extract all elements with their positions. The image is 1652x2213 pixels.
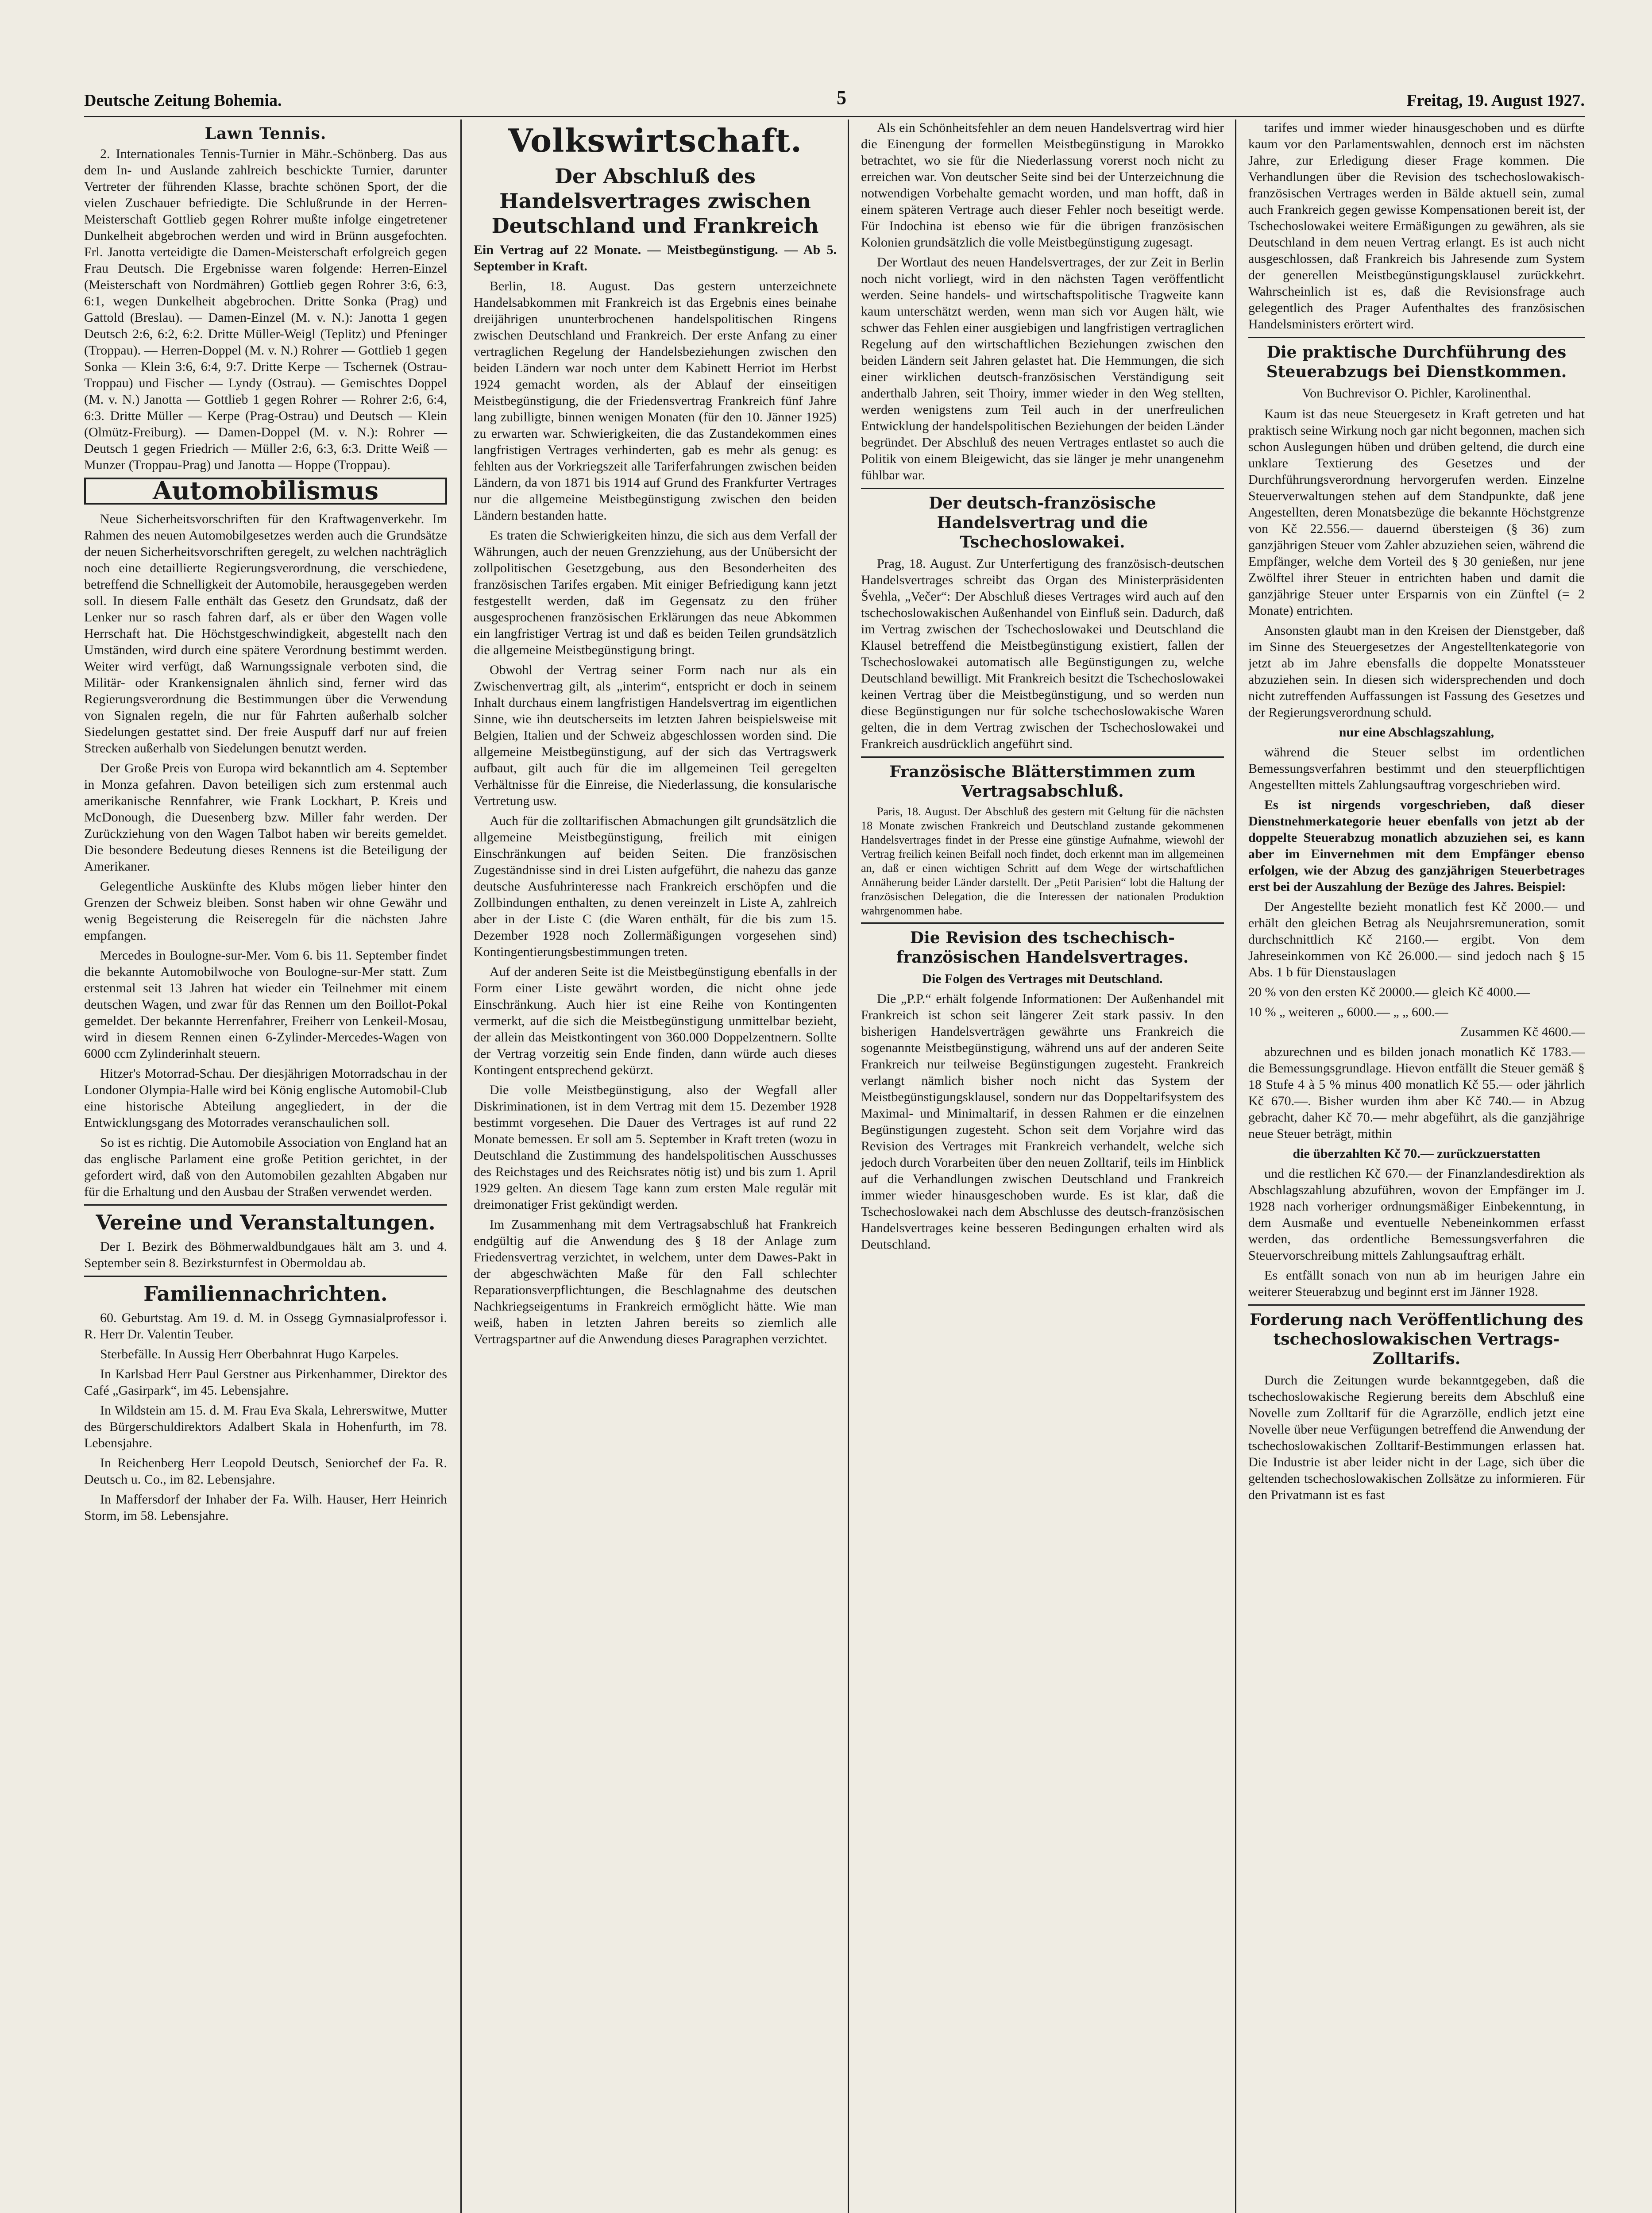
- vereine-article: Der I. Bezirk des Böhmerwaldbundgaues hält am 3. und 4. September sein 8. Bezirksturnfest in Obermoldau ab.: [84, 1239, 447, 1270]
- section-divider: [84, 1276, 447, 1277]
- auto-article-3: Gelegentliche Auskünfte des Klubs mögen lieber hinter den Grenzen der Schweiz bleiben. Sonst haben wir ohne Gewähr und wenig Begeisterung die Reiseregeln für die nächsten Jahre empfangen.: [84, 879, 447, 943]
- column-rule-1: [460, 120, 462, 2213]
- tax-calc-total: Zusammen Kč 4600.—: [1460, 1025, 1585, 1039]
- vereine-heading: Vereine und Veranstaltungen.: [96, 1211, 436, 1234]
- familie-item: In Wildstein am 15. d. M. Frau Eva Skala, Lehrerswitwe, Mutter des Bürgerschuldirektors Adalbert Skala in Hohenfurth, im 78. Lebensjahre.: [84, 1403, 447, 1450]
- handelsvertrag-continuation: Als ein Schönheitsfehler an dem neuen Handelsvertrag wird hier die Einengung der formellen Meistbegünstigung in Marokko betrachtet, wo sie für die Niederlassung vorerst noch nicht zu erreichen war. Von deutscher Seite sind bei der Unterzeichnung die notwendigen Vorbehalte gemacht worden, und man hofft, daß in einem späteren Vertrage auch dieser Fehler noch beseitigt werde. Für Indochina ist ebenso wie für die übrigen französischen Kolonien grundsätzlich die volle Meistbegünstigung zugesagt.: [861, 120, 1224, 250]
- column-rule-3: [1235, 120, 1236, 2213]
- section-divider: [1248, 1304, 1585, 1306]
- steuerabzug-byline: Von Buchrevisor O. Pichler, Karolinenthal.: [1302, 386, 1531, 401]
- tennis-heading: Lawn Tennis.: [205, 124, 327, 143]
- handelsvertrag-paragraph: Im Zusammenhang mit dem Vertragsabschluß hat Frankreich endgültig auf die Anwendung des § 18 der Anlage zum Friedensvertrag verzichtet, in welchem, unter dem Dawes-Pakt in der abgeschwächten Maße für den Fall schlechter Reparationsverpflichtungen, die Beschlagnahme des deutschen Nachkriegseigentums in Frankreich ermöglicht hätte. Wie man weiß, haben in letzten Jahren bereits so ziemlich alle Vertragspartner auf die Anwendung dieses Paragraphen verzichtet.: [474, 1217, 837, 1346]
- handelsvertrag-paragraph: Auch für die zolltarifischen Abmachungen gilt grundsätzlich die allgemeine Meistbegünstigung, freilich mit einigen Einschränkungen auf beiden Seiten. Die französischen Zugeständnisse sind in drei Listen aufgeführt, die nahezu das ganze deutsche Ausfuhrinteresse nach Frankreich erschöpfen und die Zollbindungen enthalten, zu denen vereinzelt in Liste A, zahlreich aber in der Liste C (die Waren enthält, für die bis zum 15. Dezember 1928 noch Zollermäßigungen vorgesehen sind) Kontingentierungsbestimmungen treten.: [474, 813, 837, 959]
- masthead: [84, 86, 1585, 117]
- revision-subhead: Die Folgen des Vertrages mit Deutschland.: [922, 972, 1163, 986]
- handelsvertrag-paragraph: Auf der anderen Seite ist die Meistbegünstigung ebenfalls in der Form einer Liste gewährt worden, die nicht ohne jede Einschränkung. Auch hier ist eine Reihe von Kontingenten vermerkt, auf die sich die Meistbegünstigung unmittelbar bezieht, der allein das Meistkontingent von 360.000 Doppelzentnern. Sollte der Vertrag vorzeitig sein Ende finden, dann würde auch dieses Kontingent entsprechend gekürzt.: [474, 964, 837, 1077]
- automobilismus-heading: Automobilismus: [84, 478, 447, 505]
- section-divider: [861, 756, 1224, 758]
- masthead-date: Freitag, 19. August 1927.: [1406, 91, 1585, 110]
- section-divider: [861, 922, 1224, 924]
- auto-article-6: So ist es richtig. Die Automobile Association von England hat an das englische Parlament eine große Petition gerichtet, in der gefordert wird, daß von den Automobilen gezahlten Abgaben nur für die Erhaltung und den Ausbau der Straßen verwendet werden.: [84, 1135, 447, 1199]
- tax-calc-row: 20 % von den ersten Kč 20000.— gleich Kč 4000.—: [1248, 985, 1530, 999]
- steuerabzug-paragraph: Ansonsten glaubt man in den Kreisen der Dienstgeber, daß im Sinne des Steuergesetzes der Angestelltenkategorie von jetzt ab im Jahre ebensfalls die doppelte Monatssteuer abzuziehen sein. In diesen sich widersprechenden und doch nicht zutreffenden Auffassungen ist Fassung des Gesetzes und der Regierungsverordnung schuld.: [1248, 623, 1585, 720]
- familie-item: In Maffersdorf der Inhaber der Fa. Wilh. Hauser, Herr Heinrich Storm, im 58. Lebensjahre.: [84, 1492, 447, 1523]
- handelsvertrag-subhead: Ein Vertrag auf 22 Monate. — Meistbegünstigung. — Ab 5. September in Kraft.: [474, 243, 837, 274]
- blaetterstimmen-article: Paris, 18. August. Der Abschluß des gestern mit Geltung für die nächsten 18 Monate zwischen Frankreich und Deutschland zustande gekommenen Handelsvertrages findet in der Presse eine günstige Aufnahme, wiewohl der Vertrag freilich keinen Beifall noch findet, doch erkennt man im allgemeinen an, daß er einen wichtigen Schritt auf dem Wege der wirtschaftlichen Annäherung beider Länder darstellt. Der „Petit Parisien“ lobt die Haltung der französischen Delegation, die die Interessen der nationalen Produktion wahrgenommen habe.: [861, 805, 1224, 917]
- familie-heading: Familiennachrichten.: [143, 1282, 388, 1306]
- steuerabzug-paragraph: Kaum ist das neue Steuergesetz in Kraft getreten und hat praktisch seine Wirkung noch gar nicht begonnen, machen sich schon Auslegungen hüben und drüben geltend, die durch eine unklare Textierung des Gesetzes und der Durchführungsverordnung hervorgerufen werden. Einzelne Steuerverwaltungen stehen auf dem Standpunkte, daß jene Angestellten, deren Monatsbezüge die bekannte Höchstgrenze von Kč 22.556.— dauernd übersteigen (§ 36) zum ganzjährigen Steuer vom Zahler abzuziehen seien, während die Empfänger, welche dem Vorteil des § 30 genießen, nur jene Zwölftel ihrer Steuer in entrichten haben und damit die ganzjährige Steuer unter Ersparnis von ein Zünftel (= 2 Monate) entrichten.: [1248, 407, 1585, 618]
- volkswirtschaft-section-title: Volkswirtschaft.: [508, 122, 803, 159]
- zolltarif-headline: Forderung nach Veröffentlichung des tschechoslowakischen Vertrags-Zolltarifs.: [1250, 1311, 1583, 1368]
- column-2: [474, 120, 837, 1351]
- handelsvertrag-paragraph: Berlin, 18. August. Das gestern unterzeichnete Handelsabkommen mit Frankreich ist das Ergebnis eines beinahe dreijährigen ununterbrochenen handelspolitischen Ringens zwischen Deutschland und Frankreich. Der erste Anfang zu einer vertraglichen Regelung der Handelsbeziehungen zwischen den beiden Ländern war noch unter dem Kabinett Herriot im Herbst 1924 gemacht worden, als der Ablauf der einseitigen Meistbegünstigung, die der Friedensvertrag Frankreich fünf Jahre lang zubilligte, binnen wenigen Monaten (für den 10. Jänner 1925) zu erwarten war. Schwierigkeiten, die das Zustandekommen eines langfristigen Vertrages verhinderten, gab es mehr als genug: es fehlten aus der Vorkriegszeit alle Tariferfahrungen zwischen beiden Ländern, da von 1871 bis 1914 auf Grund des Frankfurter Vertrages nur die allgemeine Meistbegünstigung zwischen den beiden Ländern bestanden hatte.: [474, 279, 837, 523]
- zolltarif-article: Durch die Zeitungen wurde bekanntgegeben, daß die tschechoslowakische Regierung bereits dem Abschluß eine Novelle zum Zolltarif für die Agrarzölle, endlich jetzt eine Novelle über neue Verfügungen betreffend die Anwendung der tschechoslowakischen Zolltarif-Bestimmungen erlassen hat. Die Industrie ist aber leider nicht in der Lage, sich über die geltenden tschechoslowakischen Zollsätze zu informieren. Für den Privatmann ist es fast: [1248, 1373, 1585, 1502]
- familie-item: In Reichenberg Herr Leopold Deutsch, Seniorchef der Fa. R. Deutsch u. Co., im 82. Lebensjahre.: [84, 1456, 447, 1487]
- revision-continuation: tarifes und immer wieder hinausgeschoben und es dürfte kaum vor den Parlamentswahlen, dennoch erst im nächsten Jahre, zur Erledigung dieser Frage kommen. Die Verhandlungen über die Revision des tschechoslowakisch-französischen Vertrages werden in Bälde aktuell sein, zumal auch Frankreich gegen gewisse Kompensationen bereit ist, der Tschechoslowakei weitere Ermäßigungen zu gewähren, als sie Deutschland in dem neuen Vertrag erlangt. Es ist auch nicht ausgeschlossen, daß Frankreich bis Jahresende zum System der generellen Meistbegünstigungsklausel zurückkehrt. Wahrscheinlich ist es, daß die Revisionsfrage auch gelegentlich des Prager Aufenthaltes des französischen Handelsministers erörtert wird.: [1248, 120, 1585, 332]
- masthead-rule: [84, 116, 1585, 117]
- masthead-paper-name: Deutsche Zeitung Bohemia.: [84, 91, 282, 110]
- steuerabzug-subhead: nur eine Abschlagszahlung,: [1339, 725, 1494, 740]
- tennis-article: 2. Internationales Tennis-Turnier in Mähr.-Schönberg. Das aus dem In- und Auslande zahlreich beschickte Turnier, darunter Vertreter der führenden Klasse, brachte schönen Sport, der die vielen Zuschauer befriedigte. Die Schlußrunde in der Herren-Meisterschaft Gottlieb gegen Rohrer mußte infolge eingetretener Dunkelheit abgebrochen werden und wird in Brünn ausgefochten. Frl. Janotta verteidigte die Damen-Meisterschaft erfolgreich gegen Frau Deutsch. Die Ergebnisse waren folgende: Herren-Einzel (Meisterschaft von Nordmähren) Gottlieb gegen Rohrer 3:6, 6:3, 6:1, wegen Dunkelheit abgebrochen. Dritte Sonka (Prag) und Gattold (Breslau). — Damen-Einzel (M. v. N.): Janotta 1 gegen Deutsch 2:6, 6:2, 6:2. Dritte Müller-Weigl (Teplitz) und Pfeninger (Troppau). — Herren-Doppel (M. v. N.) Rohrer — Gottlieb 1 gegen Sonka — Klein 3:6, 6:4, 9:7. Dritte Kerpe — Tschernek (Ostrau-Troppau) und Fischer — Lyndy (Ostrau). — Gemischtes Doppel (M. v. N.) Janotta — Gottlieb 1 gegen Rohrer — Rohrer 2:6, 6:4, 6:3. Dritte Müller — Kerpe (Prag-Ostrau) und Deutsch — Klein (Olmütz-Freiburg). — Damen-Doppel (M. v. N.): Rohrer — Deutsch 1 gegen Friedrich — Müller 2:6, 6:3, 6:3. Dritte Weiß — Munzer (Troppau-Prag) und Janotta — Hoppe (Troppau).: [84, 147, 447, 472]
- handelsvertrag-continuation: Der Wortlaut des neuen Handelsvertrages, der zur Zeit in Berlin noch nicht vorliegt, wird in den nächsten Tagen veröffentlicht werden. Seine handels- und wirtschaftspolitische Tragweite kann kaum unterschätzt werden, wenn man sich vor Augen hält, wie schwer das Fehlen einer ausgiebigen und langfristigen vertraglichen Regelung auf den wirtschaftlichen Beziehungen zwischen den beiden Ländern seit Jahren gelastet hat. Die Hemmungen, die sich einer wirklichen deutsch-französischen Verständigung seit anderthalb Jahren, seit Thoiry, immer wieder in den Weg stellten, werden wenigstens zum Teil auch in der unerfreulichen Entwicklung der handelspolitischen Beziehungen der beiden Länder begründet. Der Abschluß des neuen Vertrages entlastet so auch die Politik von einem Bleigewicht, das sie länger je mehr unangenehm fühlbar war.: [861, 255, 1224, 482]
- revision-headline: Die Revision des tschechisch-französischen Handelsvertrages.: [896, 929, 1189, 967]
- steuerabzug-paragraph: Es entfällt sonach von nun ab im heurigen Jahre ein weiterer Steuerabzug und beginnt erst im Jänner 1928.: [1248, 1268, 1585, 1299]
- handelsvertrag-paragraph: Es traten die Schwierigkeiten hinzu, die sich aus dem Verfall der Währungen, auch der neuen Grenzziehung, aus der Unübersicht der zollpolitischen Gesetzgebung, aus den Besonderheiten des französischen Tarifes ergaben. Mit einiger Befriedigung kann jetzt festgestellt werden, daß im Gegensatz zu den früher ausgesprochenen französischen Erklärungen das neue Abkommen ein langfristiger Vertrag ist und daß es beiden Teilen grundsätzlich die allgemeine Meistbegünstigung bringt.: [474, 528, 837, 657]
- familie-item: Sterbefälle. In Aussig Herr Oberbahnrat Hugo Karpeles.: [100, 1347, 399, 1361]
- steuerabzug-paragraph: Es ist nirgends vorgeschrieben, daß dieser Dienstnehmerkategorie heuer ebenfalls von jetzt ab der doppelte Steuerabzug monatlich abzuziehen sei, es kann aber im Einvernehmen mit dem Empfänger ebenso erfolgen, wie der Abzug des ganzjährigen Steuerbetrages erst bei der Auszahlung der Bezüge des Jahres. Beispiel:: [1248, 798, 1585, 894]
- familie-item: 60. Geburtstag. Am 19. d. M. in Ossegg Gymnasialprofessor i. R. Herr Dr. Valentin Teuber.: [84, 1311, 447, 1342]
- section-divider: [861, 488, 1224, 489]
- steuerabzug-subhead-2: die überzahlten Kč 70.— zurückzuerstatten: [1293, 1146, 1540, 1161]
- column-1: [84, 120, 447, 1527]
- handelsvertrag-headline: Der Abschluß des Handelsvertrages zwischen Deutschland und Frankreich: [491, 164, 819, 238]
- steuerabzug-paragraph: Der Angestellte bezieht monatlich fest Kč 2000.— und erhält den gleichen Betrag als Neujahrsremuneration, somit durchschnittlich Kč 2160.— ergibt. Von dem Jahreseinkommen von Kč 26.000.— sind jedoch nach § 15 Abs. 1 b für Dienstauslagen: [1248, 899, 1585, 979]
- familie-item: In Karlsbad Herr Paul Gerstner aus Pirkenhammer, Direktor des Café „Gasirpark“, im 45. Lebensjahre.: [84, 1367, 447, 1398]
- steuerabzug-paragraph: und die restlichen Kč 670.— der Finanzlandesdirektion als Abschlagszahlung abzuführen, wovon der Empfänger im J. 1928 nach vorheriger ordnungsmäßiger Einbekenntung, in dem Ausmaße und eventuelle Nebeneinkommen erfasst werden, das ordentliche Bemessungsverfahren die Steuervorschreibung mittels Zahlungsauftrag erhält.: [1248, 1166, 1585, 1263]
- steuerabzug-paragraph: abzurechnen und es bilden jonach monatlich Kč 1783.— die Bemessungsgrundlage. Hievon entfällt die Steuer gemäß § 18 Stufe 4 à 5 % minus 400 monatlich Kč 55.— oder jährlich Kč 670.—. Bisher wurden ihm aber Kč 740.— in Abzug gebracht, daher Kč 70.— mehr abgeführt, als die ganzjährige neue Steuer beträgt, mithin: [1248, 1045, 1585, 1141]
- auto-article-1: Neue Sicherheitsvorschriften für den Kraftwagenverkehr. Im Rahmen des neuen Automobilgesetzes werden auch die Grundsätze der neuen Sicherheitsvorschriften geregelt, zu welchen nachträglich noch eine detaillierte Regierungsverordnung, die verschiedene, betreffend die Schnelligkeit der Automobile, herausgegeben werden soll. In diesem Falle enthält das Gesetz den Grundsatz, daß der Lenker nur so rasch fahren darf, als er über den Wagen volle Herrschaft hat. Die Höchstgeschwindigkeit, abgestellt nach den Umständen, wird durch eine spätere Verordnung bestimmt werden. Weiter wird verfügt, daß Warnungssignale verboten sind, die Militär- oder Krankensignalen ähnlich sind, ferner wird das Regierungsverordnung die Bestimmungen über die Verwendung von Signalen regeln, die nur für Fahrten außerhalb solcher Siedelungen gestattet sind. Der freie Auspuff darf nur auf freien Strecken außerhalb von Siedelungen benutzt werden.: [84, 512, 447, 756]
- masthead-page-number: 5: [837, 87, 846, 108]
- column-4: [1248, 120, 1585, 1507]
- tschechoslowakei-article: Prag, 18. August. Zur Unterfertigung des französisch-deutschen Handelsvertrages schreibt das Organ des Ministerpräsidenten Švehla, „Večer“: Der Abschluß dieses Vertrages wird auch auf den tschechoslowakischen Außenhandel von Einfluß sein. Dadurch, daß im Vertrag zwischen der Tschechoslowakei und Deutschland die Klausel betreffend die Meistbegünstigung existiert, fallen der Tschechoslowakei automatisch alle Begünstigungen zu, welche Deutschland bewilligt. Mit Frankreich besitzt die Tschechoslowakei keinen Vertrag über die Meistbegünstigung, und so werden nun diese Begünstigungen nur für solche tschechoslowakische Waren gelten, die in dem Vertrag zwischen der Tschechoslowakei und Frankreich ausdrücklich angeführt sind.: [861, 556, 1224, 751]
- auto-article-2: Der Große Preis von Europa wird bekanntlich am 4. September in Monza gefahren. Davon beteiligen sich zum erstenmal auch amerikanische Rennfahrer, wie Frank Lockhart, P. Kreis und McDonough, die Duesenberg bzw. Miller fahr werden. Der Zurückziehung von den Wagen Talbot haben wir bereits gemeldet. Die besondere Bedeutung dieses Rennens ist die Beteiligung der Amerikaner.: [84, 761, 447, 874]
- section-divider: [1248, 337, 1585, 338]
- column-rule-2: [848, 120, 849, 2213]
- auto-article-5: Hitzer's Motorrad-Schau. Der diesjährigen Motorradschau in der Londoner Olympia-Halle wird bei König englische Automobil-Club eine historische Abteilung angegliedert, in der die Entwicklungsgang des Motorrades veranschaulichen soll.: [84, 1066, 447, 1130]
- revision-article: Die „P.P.“ erhält folgende Informationen: Der Außenhandel mit Frankreich ist schon seit längerer Zeit stark passiv. In den bisherigen Handelsverträgen gewährte uns Frankreich die sogenannte Meistbegünstigung, während uns auf der anderen Seite Frankreich nur teilweise Begünstigungen zugesteht. Frankreich verlangt nämlich bisher noch nicht das System der Meistbegünstigungsklausel, sondern nur das Doppeltarifsystem des Maximal- und Minimaltarif, in dessen Rahmen er die einzelnen Begünstigungen zugesteht. Schon seit dem Vorjahre wird das Revision des Vertrages mit Frankreich verhandelt, welche sich jedoch durch Vorarbeiten über den neuen Zolltarif, teils im Hinblick auf die Verhandlungen zwischen Deutschland und Frankreich immer wieder hinausgeschoben wurde. Es ist klar, daß die Tschechoslowakei nach dem Abschlusse des deutsch-französischen Handelsvertrages keine besseren Bedingungen erhalten wird als Deutschland.: [861, 991, 1224, 1252]
- blaetterstimmen-headline: Französische Blätterstimmen zum Vertragsabschluß.: [889, 763, 1196, 801]
- handelsvertrag-paragraph: Die volle Meistbegünstigung, also der Wegfall aller Diskriminationen, ist in dem Vertrag mit dem 15. Dezember 1928 bestimmt vorgesehen. Die Dauer des Vertrages ist auf rund 22 Monate bemessen. Er soll am 5. September in Kraft treten (wozu in Deutschland die Zustimmung des handelspolitischen Ausschusses des Reichstages und des Reichsrates nötig ist) und bis zum 1. April 1929 gelten. An diesem Tage kann zum ersten Male regulär mit dreimonatiger Frist gekündigt werden.: [474, 1083, 837, 1212]
- section-divider: [84, 1204, 447, 1206]
- column-3: [861, 120, 1224, 1256]
- steuerabzug-paragraph: während die Steuer selbst im ordentlichen Bemessungsverfahren bestimmt und den steuerpflichtigen Angestellten mittels Zahlungsauftrag vorgeschrieben wird.: [1248, 745, 1585, 792]
- auto-article-4: Mercedes in Boulogne-sur-Mer. Vom 6. bis 11. September findet die bekannte Automobilwoche von Boulogne-sur-Mer statt. Zum erstenmal seit 13 Jahren hat wieder ein Teilnehmer mit einem deutschen Wagen, und zwar für das Rennen um den Boillot-Pokal gemeldet. Der bekannte Herrenfahrer, Freiherr von Lenkeil-Mosau, wird in diesem Rennen einen 6-Zylinder-Mercedes-Wagen von 6000 ccm Zylinderinhalt steuern.: [84, 948, 447, 1061]
- handelsvertrag-paragraph: Obwohl der Vertrag seiner Form nach nur als ein Zwischenvertrag gilt, als „interim“, entspricht er doch in seinem Inhalt durchaus einem langfristigen Handelsvertrag im eigentlichen Sinne, wie ihn deutscherseits im letzten Jahren beispielsweise mit Belgien, Italien und der Schweiz abgeschlossen worden sind. Die allgemeine Meistbegünstigung, auf der sich das Vertragswerk aufbaut, gilt auch für die im allgemeinen Teil geregelten Verhältnisse für die Einreise, die Niederlassung, die konsularische Vertretung usw.: [474, 663, 837, 808]
- tax-calc-row: 10 % „ weiteren „ 6000.— „ „ 600.—: [1248, 1005, 1448, 1019]
- steuerabzug-headline: Die praktische Durchführung des Steuerabzugs bei Dienstkommen.: [1266, 343, 1567, 381]
- tschechoslowakei-headline: Der deutsch-französische Handelsvertrag und die Tschechoslowakei.: [929, 494, 1156, 551]
